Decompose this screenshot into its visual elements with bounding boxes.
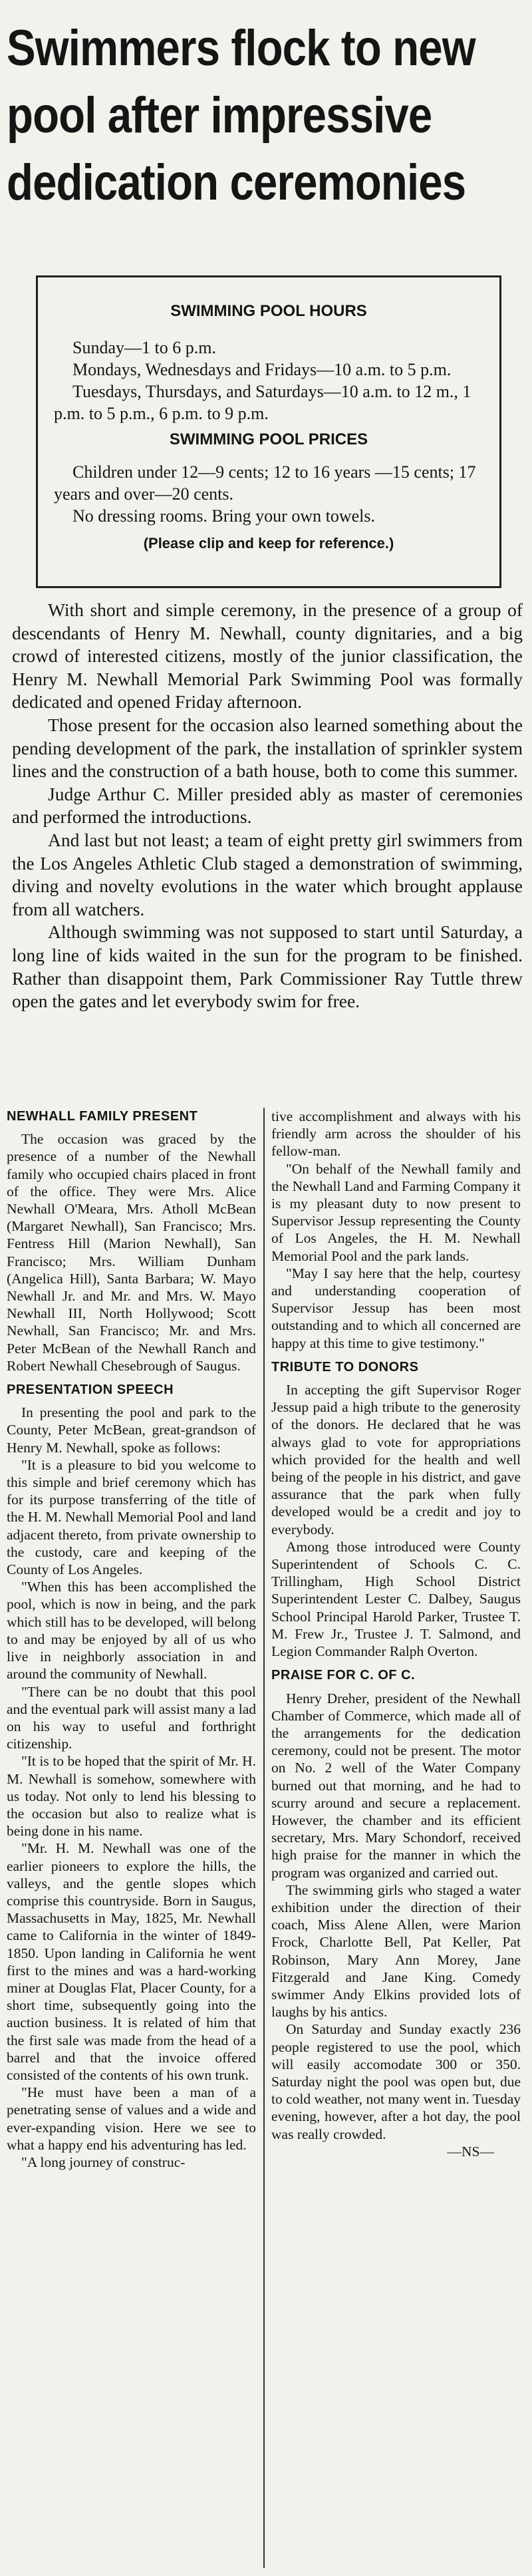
clip-note: (Please clip and keep for reference.) [143,535,394,552]
hours-line: Sunday—1 to 6 p.m. [72,338,216,357]
donors-paragraph: Among those introduced were County Superintendent of Schools C. C. Trillingham, High School District Superintendent Lester C. Dalbey, Saugus School Principal Harold Parker, Trustee T. M. Frew Jr., Trustee J. T. Salmond, and Legion Commander Ralph Overton. [271,1538,521,1660]
lead-paragraph: Those present for the occasion also learned something about the pending development of the park, the installation of sprinkler system lines and the construction of a bath house, both to come this summer. [12,714,523,782]
headline-line: pool after impressive [7,87,432,144]
praise-paragraph: The swimming girls who staged a water exhibition under the direction of their coach, Miss Alene Allen, were Marion Frock, Charlotte Bell, Pat Keller, Pat Robinson, Mary Ann Morey, Jane Fitzgerald and Jane King. Comedy swimmer Andy Elkins provided lots of laughs by his antics. [271,1881,521,2020]
lead-paragraph: With short and simple ceremony, in the presence of a group of descendants of Henry M. Newhall, county dignitaries, and a big crowd of interested citizens, mostly of the junior classification, the Henry M. Newhall Memorial Park Swimming Pool was formally dedicated and opened Friday afternoon. [12,599,523,713]
speech-paragraph: "A long journey of construc- [21,2154,186,2170]
family-paragraph: The occasion was graced by the presence of a number of the Newhall family who occupied chairs placed in front of the office. They were Mrs. Alice Newhall O'Meara, Mrs. Atholl McBean (Margaret Newhall), San Francisco; Mrs. Fentress Hill (Marion Newhall), San Francisco; Mrs. William Dunham (Angelica Hill), Santa Barbara; W. Mayo Newhall Jr. and Mr. and Mrs. W. Mayo Newhall III, North Hollywood; Scott Newhall, San Francisco; Mr. and Mrs. Peter McBean of the Newhall Ranch and Robert Newhall Chesebrough of Saugus. [7,1131,256,1374]
speech-paragraph: "It is to be hoped that the spirit of Mr. H. M. Newhall is somehow, somewhere with us today. Not only to lend his blessing to the occasion but also to realize what is being done in his name. [7,1753,256,1840]
speech-paragraph: In presenting the pool and park to the County, Peter McBean, great-grandson of Henry M. Newhall, spoke as follows: [7,1404,256,1456]
headline-line: dedication ceremonies [7,154,466,211]
speech-continued: "On behalf of the Newhall family and the Newhall Land and Farming Company it is my pleasant duty to now present to Supervisor Jessup representing the County of Los Angeles, the H. M. Newhall Memorial Pool and the park lands. [271,1160,521,1264]
speech-paragraph: "Mr. H. M. Newhall was one of the earlier pioneers to explore the hills, the valleys, and the gentle slopes which comprise this countryside. Born in Saugus, Massachusetts in May, 1825, Mr. Newhall came to California in the winter of 1849-1850. Upon landing in California he went first to the mines and was a hard-working miner at Douglas Flat, Placer County, for a short time, subsequently going into the auction business. It is related of him that the first sale was made from the head of a barrel and that the invoice offered consisted of the contents of his own trunk. [7,1840,256,2083]
lead-paragraph: And last but not least; a team of eight pretty girl swimmers from the Los Angeles Athletic Club staged a demonstration of swimming, diving and novelty evolutions in the water which brought applause from all watchers. [12,829,523,919]
speech-paragraph: "There can be no doubt that this pool and the eventual park will assist many a lad on his way to useful and forthright citizenship. [7,1683,256,1752]
speech-paragraph: "When this has been accomplished the pool, which is now in being, and the park which still has to be developed, will belong to and may be enjoyed by all of us who live in neighborly association in and around the community of Newhall. [7,1579,256,1683]
story-columns [7,1108,525,2568]
right-column [271,1108,521,2568]
praise-paragraph: On Saturday and Sunday exactly 236 people registered to use the pool, which will easily accomodate 300 or 350. Saturday night the pool was open but, due to cold weather, not many went in. Tuesday evening, however, after a hot day, the pool was really crowded. [271,2021,521,2142]
speech-continued: tive accomplishment and always with his friendly arm across the shoulder of his fellow-man. [271,1108,521,1160]
family-heading: NEWHALL FAMILY PRESENT [7,1109,198,1124]
speech-paragraph: "It is a pleasure to bid you welcome to this simple and brief ceremony which has for its purpose transferring of the title of the H. M. Newhall Memorial Pool and land adjacent thereto, from private ownership to the custody, care and keeping of the County of Los Angeles. [7,1456,256,1578]
speech-continued: "May I say here that the help, courtesy and understanding cooperation of Supervisor Jessup has been most outstanding and to which all concerned are happy at this time to give testimony." [271,1265,521,1351]
hours-heading: SWIMMING POOL HOURS [170,302,367,320]
hours-line: Tuesdays, Thursdays, and Saturdays—10 a.m. to 12 m., 1 p.m. to 5 p.m., 6 p.m. to 9 p.m. [54,382,471,423]
prices-line: Children under 12—9 cents; 12 to 16 years —15 cents; 17 years and over—20 cents. [54,462,476,504]
lead-story [12,599,523,1013]
left-column [7,1108,256,2568]
byline-signature: —NS— [447,2143,494,2160]
prices-line: No dressing rooms. Bring your own towels. [72,506,375,526]
speech-paragraph: "He must have been a man of a penetrating sense of values and a wide and ever-expanding vision. Here we see to what a happy end his adventuring has led. [7,2084,256,2153]
schedule-box [36,275,501,588]
praise-paragraph: Henry Dreher, president of the Newhall Chamber of Commerce, which made all of the arrangements for the dedication ceremony, could not be present. The motor on No. 2 well of the Water Company burned out that morning, and he had to scurry around and secure a replacement. However, the chamber and its efficient secretary, Mrs. Mary Schondorf, received high praise for the manner in which the program was organized and carried out. [271,1690,521,1881]
headline-line: Swimmers flock to new [7,20,475,77]
prices-heading: SWIMMING POOL PRICES [169,430,368,448]
column-rule [263,1108,265,2568]
praise-heading: PRAISE FOR C. OF C. [271,1668,416,1683]
donors-paragraph: In accepting the gift Supervisor Roger Jessup paid a high tribute to the generosity of the donors. He declared that he was always glad to vote for appropriations which provided for the health and well being of the people in his district, and gave assurance that the park when fully developed would be a credit and joy to everybody. [271,1382,521,1537]
headline [7,15,475,216]
speech-heading: PRESENTATION SPEECH [7,1382,174,1398]
lead-paragraph: Judge Arthur C. Miller presided ably as master of ceremonies and performed the introductions. [12,783,523,828]
lead-paragraph: Although swimming was not supposed to start until Saturday, a long line of kids waited in the sun for the program to be finished. Rather than disappoint them, Park Commissioner Ray Tuttle threw open the gates and let everybody swim for free. [12,921,523,1012]
hours-line: Mondays, Wednesdays and Fridays—10 a.m. to 5 p.m. [72,360,452,379]
donors-heading: TRIBUTE TO DONORS [271,1359,419,1374]
